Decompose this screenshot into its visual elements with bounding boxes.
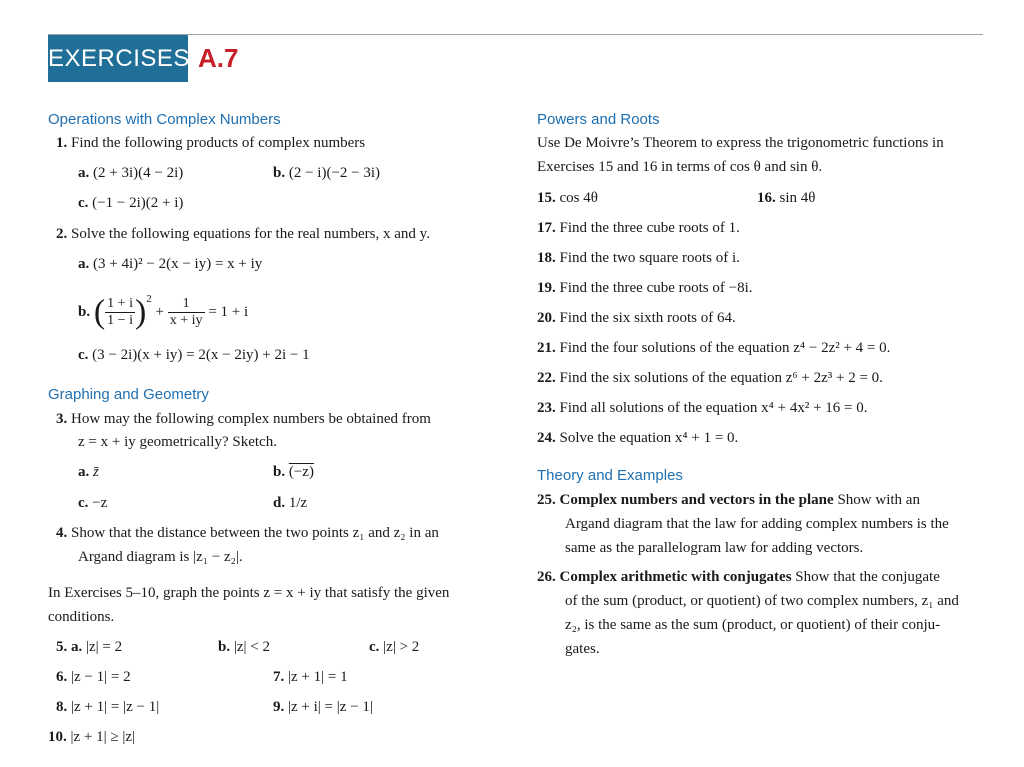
exercise-6 [56,668,131,686]
exercise-number: 3. [56,411,68,427]
part-label: a. [78,256,90,272]
exercise-number: 16. [757,190,776,206]
exercise-18 [537,249,740,267]
exercise-5b [218,638,270,656]
part-text: (2 − i)(−2 − 3i) [288,165,381,181]
exercises-header: EXERCISES [48,35,188,82]
exercise-text: How may the following complex numbers be obtained from [71,411,431,427]
exercise-7 [273,668,348,686]
exercise-text: Show with an [837,492,920,508]
part-label: b. [273,165,286,181]
exercise-24 [537,429,738,447]
part-label: c. [78,347,89,363]
part-label: c. [78,495,89,511]
exercise-17 [537,219,740,237]
right-hand-side: = 1 + i [208,304,249,320]
exercise-text: Solve the following equations for the real numbers, x and y. [71,226,430,242]
section-heading-powers: Powers and Roots [537,111,660,128]
exercise-15 [537,189,598,207]
exercises-5-10-intro-line-2: conditions. [48,609,115,625]
part-text: 1/z [288,495,308,511]
exercise-text: Find the two square roots of i. [559,250,740,266]
exercise-text: Find the six solutions of the equation z⁶ + 2z³ + 2 = 0. [559,370,883,386]
exercise-3c [78,494,107,512]
exercise-8 [56,698,159,716]
part-label: c. [78,195,89,211]
exercise-text: |z + 1| = 1 [288,669,348,685]
section-heading-operations: Operations with Complex Numbers [48,111,281,128]
exercise-number: 21. [537,340,556,356]
part-text: |z| = 2 [86,639,123,655]
exercise-number: 26. [537,569,556,585]
powers-intro-line-2: Exercises 15 and 16 in terms of cos θ and sin θ. [537,159,823,175]
exercise-text: Show that the distance between the two points z₁ and z₂ in an [71,525,439,541]
exercise-2 [56,225,430,243]
exercise-text: Show that the conjugate [795,569,940,585]
exercise-number: 10. [48,729,67,745]
exercise-9 [273,698,373,716]
exercise-23 [537,399,868,417]
exercise-text: |z − 1| = 2 [71,669,131,685]
exercise-20 [537,309,736,327]
exercise-2a [78,255,262,273]
fraction-2 [168,296,205,329]
exercise-3d [273,494,307,512]
exercise-number: 17. [537,220,556,236]
exercise-1c [78,194,183,212]
part-text: (3 − 2i)(x + iy) = 2(x − 2iy) + 2i − 1 [92,347,310,363]
part-text: (−1 − 2i)(2 + i) [92,195,184,211]
exercise-1b [273,164,380,182]
exercise-number: 7. [273,669,285,685]
exercise-number: 25. [537,492,556,508]
exercise-1a [78,164,183,182]
part-label: a. [78,165,90,181]
exercise-number: 15. [537,190,556,206]
exercise-21 [537,339,890,357]
exercise-19 [537,279,753,297]
exercise-5c [369,638,419,656]
exercise-text: Solve the equation x⁴ + 1 = 0. [559,430,739,446]
exercise-22 [537,369,883,387]
exercise-text: |z + i| = |z − 1| [288,699,373,715]
exercise-3b [273,463,314,481]
top-rule [48,34,983,35]
exercise-26-line-2: of the sum (product, or quotient) of two complex numbers, z₁ and [565,593,959,609]
numerator: 1 + i [107,296,133,312]
part-label: b. [78,304,91,320]
exercise-25-line-3: same as the parallelogram law for adding vectors. [565,540,864,556]
section-heading-graphing: Graphing and Geometry [48,386,209,403]
exercise-4-line-2: Argand diagram is |z₁ − z₂|. [78,549,243,565]
part-text: z̄ [93,464,99,480]
exercise-10 [48,728,135,746]
exercise-2b [78,281,248,330]
plus-sign: + [155,304,165,320]
exercise-25 [537,491,920,509]
section-heading-theory: Theory and Examples [537,467,683,484]
exercise-text: Find the three cube roots of 1. [559,220,740,236]
exercise-text: sin 4θ [779,190,816,206]
numerator: 1 [168,296,205,313]
exponent: 2 [146,293,152,305]
exercise-text: cos 4θ [559,190,598,206]
exercise-number: 4. [56,525,68,541]
exercise-number: 6. [56,669,68,685]
exercise-3 [56,410,431,428]
exercise-text: |z + 1| = |z − 1| [71,699,160,715]
part-text: −z [92,495,108,511]
denominator: x + iy [169,313,203,329]
exercise-text: |z + 1| ≥ |z| [70,729,136,745]
exercise-number: 18. [537,250,556,266]
exercise-number: 19. [537,280,556,296]
exercise-4 [56,524,439,542]
part-text: |z| < 2 [233,639,270,655]
part-text: (3 + 4i)² − 2(x − iy) = x + iy [93,256,263,272]
part-label: b. [218,639,231,655]
exercise-text: Find the three cube roots of −8i. [559,280,753,296]
exercise-number: 20. [537,310,556,326]
exercise-text: Find the following products of complex numbers [71,135,366,151]
exercise-number: 5. [56,639,68,655]
right-paren: ) [134,293,147,331]
exercise-1 [56,134,365,152]
exercise-title: Complex numbers and vectors in the plane [559,492,834,508]
exercise-text: Find all solutions of the equation x⁴ + 4x² + 16 = 0. [559,400,868,416]
part-label: a. [78,464,90,480]
exercise-number: 9. [273,699,285,715]
exercise-16 [757,189,815,207]
part-label: b. [273,464,286,480]
exercise-title: Complex arithmetic with conjugates [559,569,792,585]
exercise-5a [56,638,122,656]
exercise-2c [78,346,310,364]
part-label: a. [71,639,83,655]
exercise-25-line-2: Argand diagram that the law for adding complex numbers is the [565,516,949,532]
exercise-26-line-3: z₂, is the same as the sum (product, or quotient) of their conju- [565,617,941,633]
exercise-26 [537,568,940,586]
exercise-text: Find the six sixth roots of 64. [559,310,736,326]
fraction-1 [105,296,135,329]
exercise-3a [78,463,99,481]
powers-intro: Use De Moivre’s Theorem to express the trigonometric functions in [537,135,944,151]
exercise-3-line-2: z = x + iy geometrically? Sketch. [78,434,277,450]
part-label: d. [273,495,286,511]
exercises-5-10-intro: In Exercises 5–10, graph the points z = x + iy that satisfy the given [48,585,450,601]
exercise-number: 2. [56,226,68,242]
exercise-number: 8. [56,699,68,715]
denominator: 1 − i [107,313,133,329]
exercise-number: 24. [537,430,556,446]
left-paren: ( [93,293,106,331]
exercise-number: 23. [537,400,556,416]
part-label: c. [369,639,380,655]
exercise-text: Find the four solutions of the equation z⁴ − 2z² + 4 = 0. [559,340,891,356]
part-text: |z| > 2 [383,639,420,655]
part-text: (2 + 3i)(4 − 2i) [93,165,184,181]
exercise-number: 22. [537,370,556,386]
section-number: A.7 [198,43,239,73]
exercise-26-line-4: gates. [565,641,600,657]
part-text: (−z) [288,464,314,480]
exercise-number: 1. [56,135,68,151]
